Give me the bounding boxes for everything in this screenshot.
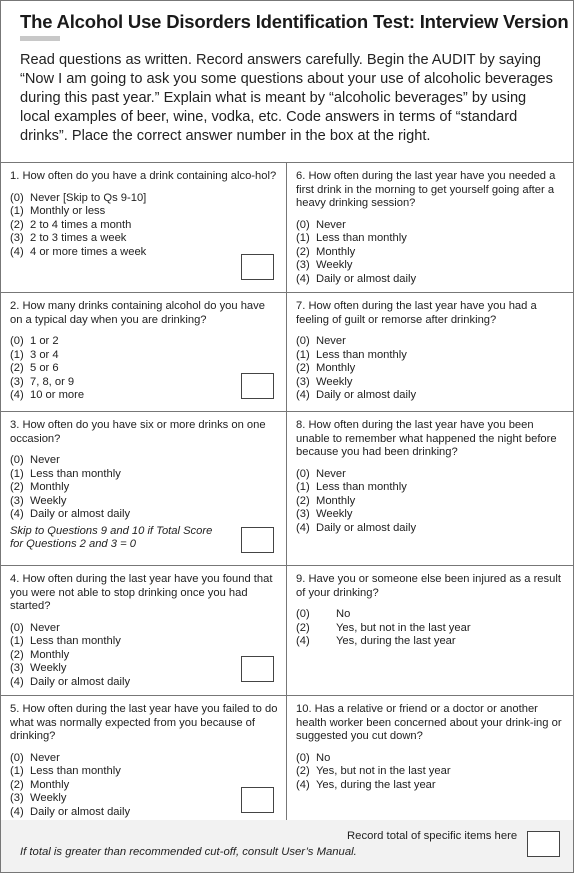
question-text: 1. How often do you have a drink containing alco-hol? — [10, 170, 277, 182]
answer-option: (2) Yes, but not in the last year — [296, 621, 471, 634]
answer-option: (3) Weekly — [10, 792, 67, 804]
answer-option: (0) No — [296, 751, 331, 764]
title-underline — [20, 36, 60, 41]
question-cell — [1, 293, 287, 411]
answer-option: (4) 4 or more times a week — [10, 245, 147, 258]
answer-box-q3[interactable] — [241, 527, 274, 553]
answer-option: (3) Weekly — [296, 375, 353, 388]
answer-option: (1) Monthly or less — [10, 205, 106, 217]
answer-option: (3) Weekly — [10, 494, 67, 507]
answer-option: (2) 5 or 6 — [10, 362, 59, 374]
answer-option: (4) Daily or almost daily — [10, 805, 131, 818]
answer-option: (0) Never — [296, 218, 346, 231]
question-2 — [10, 300, 278, 403]
question-8 — [296, 419, 565, 535]
question-text: 9. Have you or someone else been injured as a result of your drinking? — [296, 573, 561, 599]
question-text: 8. How often during the last year have you been unable to remember what happened the night before because you had been drinking? — [296, 419, 557, 458]
answer-option: (0) Never — [10, 454, 60, 466]
question-row — [1, 566, 573, 696]
question-text: 4. How often during the last year have you found that you were not able to stop drinking once you had started? — [10, 573, 273, 612]
question-7 — [296, 300, 565, 403]
answer-option: (4) 10 or more — [10, 389, 85, 401]
answer-options — [10, 192, 278, 260]
answer-option: (1) Less than monthly — [296, 481, 407, 493]
answer-option: (4) Daily or almost daily — [10, 675, 131, 688]
question-text: 6. How often during the last year have you needed a first drink in the morning to get yourself going after a heavy drinking session? — [296, 170, 556, 209]
answer-box-q1[interactable] — [241, 254, 274, 280]
answer-option: (4) Daily or almost daily — [296, 521, 417, 534]
answer-option: (0) Never — [10, 751, 60, 764]
question-row — [1, 696, 573, 827]
answer-option: (0) Never — [296, 335, 346, 347]
answer-option: (1) Less than monthly — [296, 348, 407, 361]
question-3 — [10, 419, 278, 552]
question-5 — [10, 703, 278, 819]
question-9 — [296, 573, 565, 649]
answer-option: (3) 2 to 3 times a week — [10, 232, 127, 244]
question-text: 3. How often do you have six or more drinks on one occasion? — [10, 419, 266, 445]
answer-options — [296, 335, 565, 403]
question-cell — [287, 293, 573, 411]
answer-options — [10, 752, 278, 820]
answer-options — [296, 468, 565, 536]
answer-option: (0) Never — [296, 467, 346, 480]
answer-option: (2) Monthly — [10, 778, 70, 791]
answer-option: (3) Weekly — [296, 508, 353, 520]
answer-option: (3) 7, 8, or 9 — [10, 375, 75, 388]
question-cell — [1, 566, 287, 695]
answer-box-q4[interactable] — [241, 656, 274, 682]
answer-options — [296, 752, 565, 793]
question-cell — [287, 696, 573, 826]
cutoff-note: If total is greater than recommended cut-off, consult User’s Manual. — [20, 846, 357, 858]
answer-option: (0) 1 or 2 — [10, 335, 59, 347]
answer-option: (3) Weekly — [296, 259, 353, 271]
answer-option: (1) Less than monthly — [10, 635, 121, 647]
question-cell — [1, 412, 287, 565]
answer-option: (0) Never — [10, 621, 60, 634]
question-row — [1, 293, 573, 412]
answer-option: (3) Weekly — [10, 662, 67, 674]
answer-option: (4) Yes, during the last year — [296, 635, 456, 647]
answer-box-q5[interactable] — [241, 787, 274, 813]
question-cell — [287, 566, 573, 695]
question-cell — [1, 163, 287, 292]
total-label: Record total of specific items here — [347, 830, 518, 842]
question-row — [1, 412, 573, 566]
total-score-section — [1, 820, 573, 872]
answer-options — [296, 219, 565, 287]
answer-option: (0) Never [Skip to Qs 9-10] — [10, 191, 147, 204]
answer-option: (2) Monthly — [10, 648, 70, 661]
answer-option: (1) Less than monthly — [296, 232, 407, 244]
question-text: 10. Has a relative or friend or a doctor or another health worker been concerned about your drink-ing or suggested you cut down? — [296, 703, 562, 742]
answer-option: (4) Daily or almost daily — [296, 272, 417, 285]
answer-options — [296, 608, 565, 649]
question-cell — [287, 163, 573, 292]
answer-options — [10, 335, 278, 403]
answer-option: (1) Less than monthly — [10, 467, 121, 480]
answer-option: (2) Monthly — [296, 245, 356, 258]
answer-option: (2) Yes, but not in the last year — [296, 765, 451, 777]
question-10 — [296, 703, 565, 792]
instructions-paragraph: Read questions as written. Record answers carefully. Begin the AUDIT by saying “Now I am going to ask you some questions about your use of alcoholic beverages during this past year.” Explain what is meant by “alcoholic beverages” by using local examples of beer, wine, vodka, etc. Code answers in terms of “standard drinks”. Place the correct answer number in the box at the right. — [20, 52, 553, 144]
question-1 — [10, 170, 278, 259]
question-text: 2. How many drinks containing alcohol do you have on a typical day when you are drinking? — [10, 300, 265, 326]
answer-option: (0) No — [296, 608, 351, 620]
answer-option: (1) 3 or 4 — [10, 348, 59, 361]
answer-options — [10, 454, 278, 522]
question-text: 5. How often during the last year have you failed to do what was normally expected from you because of drinking? — [10, 703, 278, 742]
answer-option: (2) Monthly — [296, 494, 356, 507]
answer-option: (1) Less than monthly — [10, 765, 121, 777]
answer-option: (4) Yes, during the last year — [296, 778, 436, 791]
form-title: The Alcohol Use Disorders Identification Test: Interview Version — [20, 11, 569, 32]
answer-box-q2[interactable] — [241, 373, 274, 399]
answer-option: (4) Daily or almost daily — [296, 389, 417, 401]
question-cell — [287, 412, 573, 565]
question-cell — [1, 696, 287, 826]
question-row — [1, 163, 573, 293]
answer-options — [10, 622, 278, 690]
answer-option: (2) Monthly — [296, 362, 356, 374]
answer-option: (2) 2 to 4 times a month — [10, 218, 132, 231]
question-6 — [296, 170, 565, 286]
question-4 — [10, 573, 278, 689]
total-score-box[interactable] — [527, 831, 560, 857]
answer-option: (4) Daily or almost daily — [10, 508, 131, 520]
question-text: 7. How often during the last year have you had a feeling of guilt or remorse after drinking? — [296, 300, 537, 326]
answer-option: (2) Monthly — [10, 481, 70, 493]
question-grid — [1, 162, 573, 827]
skip-instruction: Skip to Questions 9 and 10 if Total Score for Questions 2 and 3 = 0 — [10, 524, 213, 550]
